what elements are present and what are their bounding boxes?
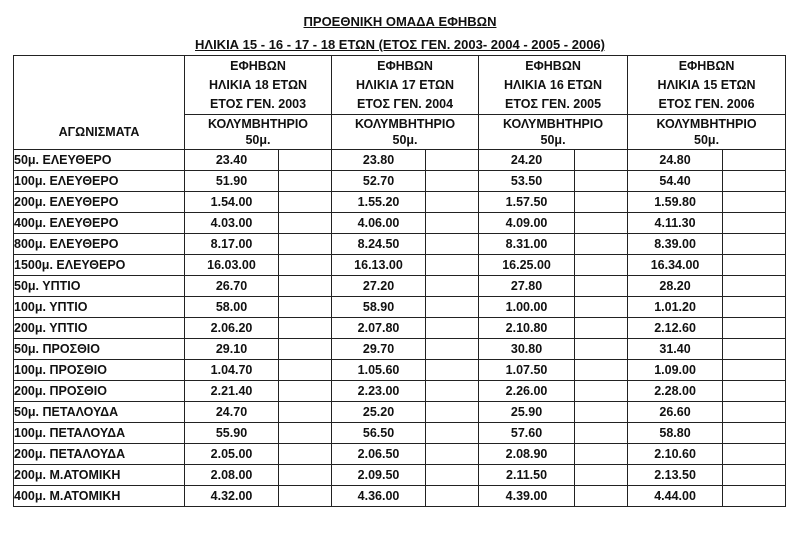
pool-length: 50μ. xyxy=(392,133,418,147)
empty-cell xyxy=(426,339,479,360)
qualifying-time: 24.20 xyxy=(479,150,575,171)
table-row xyxy=(14,234,786,255)
qualifying-time: 2.26.00 xyxy=(479,381,575,402)
empty-cell xyxy=(575,234,628,255)
empty-cell xyxy=(723,318,786,339)
empty-cell xyxy=(279,486,332,507)
empty-cell xyxy=(426,150,479,171)
empty-cell xyxy=(426,423,479,444)
qualifying-time: 55.90 xyxy=(185,423,279,444)
qualifying-time: 2.08.90 xyxy=(479,444,575,465)
empty-cell xyxy=(575,423,628,444)
qualifying-times-table xyxy=(13,55,786,507)
empty-cell xyxy=(279,255,332,276)
qualifying-time: 4.11.30 xyxy=(628,213,723,234)
empty-cell xyxy=(723,255,786,276)
qualifying-time: 58.00 xyxy=(185,297,279,318)
qualifying-time: 8.24.50 xyxy=(332,234,426,255)
empty-cell xyxy=(426,444,479,465)
empty-cell xyxy=(279,423,332,444)
empty-cell xyxy=(426,276,479,297)
age-group-header xyxy=(185,56,332,115)
event-name: 400μ. Μ.ΑΤΟΜΙΚΗ xyxy=(14,486,185,507)
table-row xyxy=(14,465,786,486)
empty-cell xyxy=(723,276,786,297)
age-group-header xyxy=(479,56,628,115)
age-group-line3: ΕΤΟΣ ΓΕΝ. 2004 xyxy=(356,96,454,111)
qualifying-time: 2.09.50 xyxy=(332,465,426,486)
qualifying-time: 1.00.00 xyxy=(479,297,575,318)
qualifying-time: 1.09.00 xyxy=(628,360,723,381)
qualifying-time: 2.28.00 xyxy=(628,381,723,402)
table-row xyxy=(14,402,786,423)
qualifying-time: 58.90 xyxy=(332,297,426,318)
qualifying-time: 29.10 xyxy=(185,339,279,360)
empty-cell xyxy=(575,339,628,360)
table-row xyxy=(14,444,786,465)
pool-label: ΚΟΛΥΜΒΗΤΗΡΙΟ xyxy=(355,117,456,131)
table-row xyxy=(14,276,786,297)
empty-cell xyxy=(426,465,479,486)
empty-cell xyxy=(426,381,479,402)
table-row xyxy=(14,381,786,402)
event-name: 50μ. ΕΛΕΥΘΕΡΟ xyxy=(14,150,185,171)
table-row xyxy=(14,486,786,507)
age-group-line3: ΕΤΟΣ ΓΕΝ. 2003 xyxy=(209,96,307,111)
qualifying-time: 24.80 xyxy=(628,150,723,171)
empty-cell xyxy=(279,402,332,423)
event-name: 100μ. ΥΠΤΙΟ xyxy=(14,297,185,318)
table-row xyxy=(14,171,786,192)
empty-cell xyxy=(575,192,628,213)
qualifying-time: 16.34.00 xyxy=(628,255,723,276)
empty-cell xyxy=(575,255,628,276)
qualifying-time: 23.80 xyxy=(332,150,426,171)
qualifying-time: 2.05.00 xyxy=(185,444,279,465)
events-header-blank xyxy=(14,56,185,115)
qualifying-time: 1.54.00 xyxy=(185,192,279,213)
age-group-line3: ΕΤΟΣ ΓΕΝ. 2005 xyxy=(505,96,602,111)
empty-cell xyxy=(426,318,479,339)
age-group-header xyxy=(332,56,479,115)
empty-cell xyxy=(723,150,786,171)
empty-cell xyxy=(426,360,479,381)
empty-cell xyxy=(279,297,332,318)
empty-cell xyxy=(279,213,332,234)
empty-cell xyxy=(723,339,786,360)
qualifying-time: 23.40 xyxy=(185,150,279,171)
qualifying-time: 2.07.80 xyxy=(332,318,426,339)
qualifying-time: 51.90 xyxy=(185,171,279,192)
qualifying-time: 4.36.00 xyxy=(332,486,426,507)
age-group-line2: ΗΛΙΚΙΑ 16 ΕΤΩΝ xyxy=(504,77,603,92)
qualifying-time: 4.32.00 xyxy=(185,486,279,507)
event-name: 200μ. ΠΡΟΣΘΙΟ xyxy=(14,381,185,402)
empty-cell xyxy=(279,150,332,171)
qualifying-time: 54.40 xyxy=(628,171,723,192)
event-name: 400μ. ΕΛΕΥΘΕΡΟ xyxy=(14,213,185,234)
qualifying-time: 2.23.00 xyxy=(332,381,426,402)
qualifying-time: 27.80 xyxy=(479,276,575,297)
empty-cell xyxy=(279,465,332,486)
empty-cell xyxy=(279,318,332,339)
empty-cell xyxy=(426,297,479,318)
event-name: 100μ. ΠΕΤΑΛΟΥΔΑ xyxy=(14,423,185,444)
table-row xyxy=(14,360,786,381)
qualifying-time: 16.13.00 xyxy=(332,255,426,276)
event-name: 1500μ. ΕΛΕΥΘΕΡΟ xyxy=(14,255,185,276)
qualifying-time: 1.59.80 xyxy=(628,192,723,213)
event-name: 100μ. ΕΛΕΥΘΕΡΟ xyxy=(14,171,185,192)
qualifying-time: 52.70 xyxy=(332,171,426,192)
pool-length: 50μ. xyxy=(245,133,271,147)
empty-cell xyxy=(279,381,332,402)
table-row xyxy=(14,150,786,171)
pool-header xyxy=(185,115,332,150)
table-row xyxy=(14,297,786,318)
qualifying-time: 26.70 xyxy=(185,276,279,297)
empty-cell xyxy=(575,297,628,318)
event-name: 50μ. ΥΠΤΙΟ xyxy=(14,276,185,297)
qualifying-time: 2.13.50 xyxy=(628,465,723,486)
qualifying-time: 4.44.00 xyxy=(628,486,723,507)
empty-cell xyxy=(575,360,628,381)
empty-cell xyxy=(426,234,479,255)
document-subtitle: ΗΛΙΚΙΑ 15 - 16 - 17 - 18 ΕΤΩΝ (ΕΤΟΣ ΓΕΝ. 2003- 2004 - 2005 - 2006) xyxy=(195,37,605,52)
empty-cell xyxy=(279,171,332,192)
event-name: 200μ. ΕΛΕΥΘΕΡΟ xyxy=(14,192,185,213)
empty-cell xyxy=(723,444,786,465)
empty-cell xyxy=(575,402,628,423)
table-row xyxy=(14,423,786,444)
empty-cell xyxy=(279,339,332,360)
qualifying-time: 1.05.60 xyxy=(332,360,426,381)
qualifying-time: 29.70 xyxy=(332,339,426,360)
qualifying-time: 56.50 xyxy=(332,423,426,444)
empty-cell xyxy=(723,465,786,486)
empty-cell xyxy=(426,171,479,192)
qualifying-time: 1.55.20 xyxy=(332,192,426,213)
qualifying-time: 1.04.70 xyxy=(185,360,279,381)
age-group-line3: ΕΤΟΣ ΓΕΝ. 2006 xyxy=(658,96,755,111)
event-name: 50μ. ΠΕΤΑΛΟΥΔΑ xyxy=(14,402,185,423)
empty-cell xyxy=(575,381,628,402)
empty-cell xyxy=(279,192,332,213)
table-row xyxy=(14,213,786,234)
qualifying-time: 53.50 xyxy=(479,171,575,192)
event-name: 800μ. ΕΛΕΥΘΕΡΟ xyxy=(14,234,185,255)
empty-cell xyxy=(723,213,786,234)
empty-cell xyxy=(723,423,786,444)
qualifying-time: 31.40 xyxy=(628,339,723,360)
events-column-header: ΑΓΩΝΙΣΜΑΤΑ xyxy=(14,115,185,150)
empty-cell xyxy=(575,213,628,234)
pool-label: ΚΟΛΥΜΒΗΤΗΡΙΟ xyxy=(503,117,604,131)
qualifying-time: 1.57.50 xyxy=(479,192,575,213)
qualifying-time: 16.03.00 xyxy=(185,255,279,276)
qualifying-time: 26.60 xyxy=(628,402,723,423)
empty-cell xyxy=(575,318,628,339)
qualifying-time: 8.31.00 xyxy=(479,234,575,255)
pool-header xyxy=(332,115,479,150)
table-row xyxy=(14,339,786,360)
qualifying-time: 2.10.60 xyxy=(628,444,723,465)
qualifying-time: 8.39.00 xyxy=(628,234,723,255)
qualifying-time: 57.60 xyxy=(479,423,575,444)
age-group-header xyxy=(628,56,786,115)
qualifying-time: 4.09.00 xyxy=(479,213,575,234)
event-name: 200μ. Μ.ΑΤΟΜΙΚΗ xyxy=(14,465,185,486)
empty-cell xyxy=(575,150,628,171)
age-group-header-row xyxy=(14,56,786,115)
qualifying-time: 2.06.20 xyxy=(185,318,279,339)
age-group-line1: ΕΦΗΒΩΝ xyxy=(230,58,286,73)
qualifying-time: 25.90 xyxy=(479,402,575,423)
age-group-line2: ΗΛΙΚΙΑ 15 ΕΤΩΝ xyxy=(657,77,756,92)
pool-label: ΚΟΛΥΜΒΗΤΗΡΙΟ xyxy=(207,117,309,131)
empty-cell xyxy=(723,402,786,423)
age-group-line1: ΕΦΗΒΩΝ xyxy=(678,58,735,73)
empty-cell xyxy=(575,444,628,465)
empty-cell xyxy=(426,213,479,234)
empty-cell xyxy=(723,360,786,381)
event-name: 200μ. ΠΕΤΑΛΟΥΔΑ xyxy=(14,444,185,465)
qualifying-time: 2.06.50 xyxy=(332,444,426,465)
qualifying-time: 30.80 xyxy=(479,339,575,360)
qualifying-time: 4.06.00 xyxy=(332,213,426,234)
qualifying-time: 2.21.40 xyxy=(185,381,279,402)
empty-cell xyxy=(575,171,628,192)
age-group-line2: ΗΛΙΚΙΑ 18 ΕΤΩΝ xyxy=(209,77,308,92)
qualifying-time: 4.03.00 xyxy=(185,213,279,234)
pool-length: 50μ. xyxy=(540,133,566,147)
age-group-line1: ΕΦΗΒΩΝ xyxy=(377,58,433,73)
qualifying-time: 8.17.00 xyxy=(185,234,279,255)
qualifying-time: 2.11.50 xyxy=(479,465,575,486)
qualifying-time: 24.70 xyxy=(185,402,279,423)
qualifying-time: 1.01.20 xyxy=(628,297,723,318)
qualifying-time: 58.80 xyxy=(628,423,723,444)
empty-cell xyxy=(723,381,786,402)
empty-cell xyxy=(426,255,479,276)
pool-header xyxy=(479,115,628,150)
empty-cell xyxy=(723,171,786,192)
qualifying-time: 27.20 xyxy=(332,276,426,297)
table-row xyxy=(14,255,786,276)
event-name: 200μ. ΥΠΤΙΟ xyxy=(14,318,185,339)
empty-cell xyxy=(575,276,628,297)
empty-cell xyxy=(723,297,786,318)
event-name: 50μ. ΠΡΟΣΘΙΟ xyxy=(14,339,185,360)
qualifying-time: 1.07.50 xyxy=(479,360,575,381)
empty-cell xyxy=(575,486,628,507)
qualifying-time: 28.20 xyxy=(628,276,723,297)
pool-length: 50μ. xyxy=(694,133,720,147)
age-group-line2: ΗΛΙΚΙΑ 17 ΕΤΩΝ xyxy=(356,77,455,92)
empty-cell xyxy=(279,276,332,297)
qualifying-time: 2.12.60 xyxy=(628,318,723,339)
empty-cell xyxy=(723,234,786,255)
qualifying-time: 2.08.00 xyxy=(185,465,279,486)
empty-cell xyxy=(723,486,786,507)
table-row xyxy=(14,318,786,339)
table-row xyxy=(14,192,786,213)
empty-cell xyxy=(426,486,479,507)
pool-label: ΚΟΛΥΜΒΗΤΗΡΙΟ xyxy=(656,117,757,131)
empty-cell xyxy=(426,192,479,213)
qualifying-time: 4.39.00 xyxy=(479,486,575,507)
qualifying-time: 25.20 xyxy=(332,402,426,423)
empty-cell xyxy=(279,234,332,255)
age-group-line1: ΕΦΗΒΩΝ xyxy=(525,58,581,73)
empty-cell xyxy=(279,444,332,465)
pool-header xyxy=(628,115,786,150)
empty-cell xyxy=(723,192,786,213)
qualifying-time: 16.25.00 xyxy=(479,255,575,276)
pool-header-row xyxy=(14,115,786,150)
empty-cell xyxy=(279,360,332,381)
event-name: 100μ. ΠΡΟΣΘΙΟ xyxy=(14,360,185,381)
qualifying-time: 2.10.80 xyxy=(479,318,575,339)
document-title: ΠΡΟΕΘΝΙΚΗ ΟΜΑΔΑ ΕΦΗΒΩΝ xyxy=(303,14,497,29)
empty-cell xyxy=(575,465,628,486)
empty-cell xyxy=(426,402,479,423)
